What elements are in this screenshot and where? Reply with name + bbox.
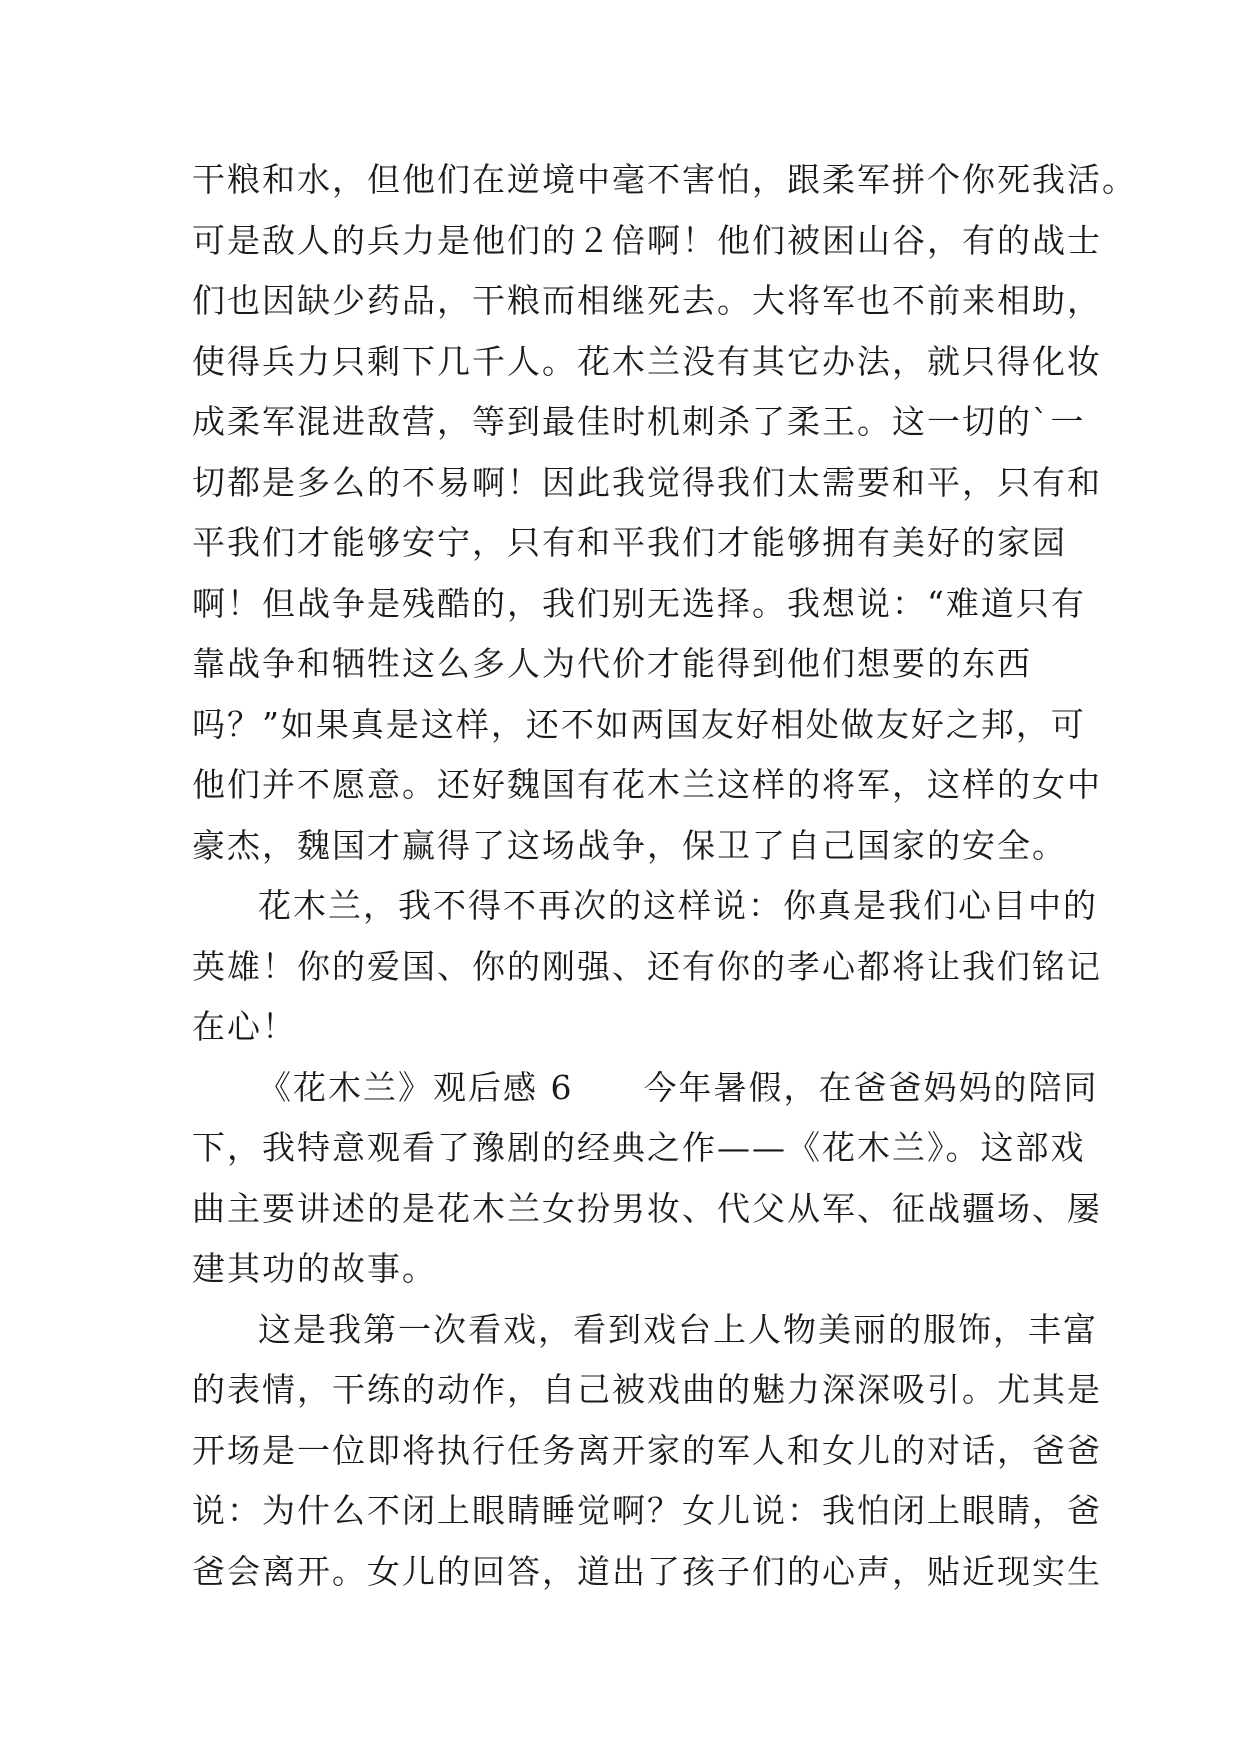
text-line: 成柔军混进敌营，等到最佳时机刺杀了柔王。这一切的`一 bbox=[192, 402, 1086, 441]
text-line: 靠战争和牺牲这么多人为代价才能得到他们想要的东西 bbox=[192, 644, 1032, 683]
text-line: 建其功的故事。 bbox=[192, 1249, 437, 1288]
text-line: 啊！但战争是残酷的，我们别无选择。我想说：“难道只有 bbox=[192, 583, 1086, 623]
section-heading: 《花木兰》观后感 6 bbox=[258, 1067, 574, 1107]
text-line: 曲主要讲述的是花木兰女扮男妆、代父从军、征战疆场、屡 bbox=[192, 1188, 1102, 1228]
text-line: 在心！ bbox=[192, 1007, 297, 1046]
text-line: 可是敌人的兵力是他们的２倍啊！他们被困山谷，有的战士 bbox=[192, 220, 1102, 260]
text-line bbox=[192, 1058, 1099, 1119]
text-line: 下，我特意观看了豫剧的经典之作——《花木兰》。这部戏 bbox=[192, 1128, 1086, 1167]
text-line: 们也因缺少药品，干粮而相继死去。大将军也不前来相助， bbox=[192, 281, 1102, 320]
text-line: 爸会离开。女儿的回答，道出了孩子们的心声，贴近现实生 bbox=[192, 1551, 1102, 1591]
text-line: 吗？”如果真是这样，还不如两国友好相处做友好之邦，可 bbox=[192, 704, 1086, 744]
text-line: 使得兵力只剩下几千人。花木兰没有其它办法，就只得化妆 bbox=[192, 341, 1102, 381]
document-body bbox=[192, 150, 1137, 1602]
paragraph-2 bbox=[192, 876, 1102, 1058]
text-line: 切都是多么的不易啊！因此我觉得我们太需要和平，只有和 bbox=[192, 462, 1102, 502]
text-line: 干粮和水，但他们在逆境中毫不害怕，跟柔军拼个你死我活。 bbox=[192, 160, 1137, 199]
text-line: 这是我第一次看戏，看到戏台上人物美丽的服饰，丰富 bbox=[258, 1309, 1098, 1349]
paragraph-4 bbox=[192, 1300, 1102, 1603]
paragraph-3 bbox=[192, 1058, 1102, 1300]
section-text: 今年暑假，在爸爸妈妈的陪同 bbox=[643, 1067, 1099, 1107]
text-line: 说：为什么不闭上眼睛睡觉啊？女儿说：我怕闭上眼睛，爸 bbox=[192, 1491, 1102, 1530]
paragraph-1 bbox=[192, 150, 1137, 876]
text-line: 他们并不愿意。还好魏国有花木兰这样的将军，这样的女中 bbox=[192, 765, 1102, 804]
text-line: 英雄！你的爱国、你的刚强、还有你的孝心都将让我们铭记 bbox=[192, 946, 1102, 986]
text-line: 豪杰，魏国才赢得了这场战争，保卫了自己国家的安全。 bbox=[192, 825, 1067, 865]
text-line: 开场是一位即将执行任务离开家的军人和女儿的对话，爸爸 bbox=[192, 1430, 1102, 1470]
text-line: 平我们才能够安宁，只有和平我们才能够拥有美好的家园 bbox=[192, 523, 1067, 562]
text-line: 的表情，干练的动作，自己被戏曲的魅力深深吸引。尤其是 bbox=[192, 1370, 1102, 1409]
text-line: 花木兰，我不得不再次的这样说：你真是我们心目中的 bbox=[258, 886, 1098, 925]
